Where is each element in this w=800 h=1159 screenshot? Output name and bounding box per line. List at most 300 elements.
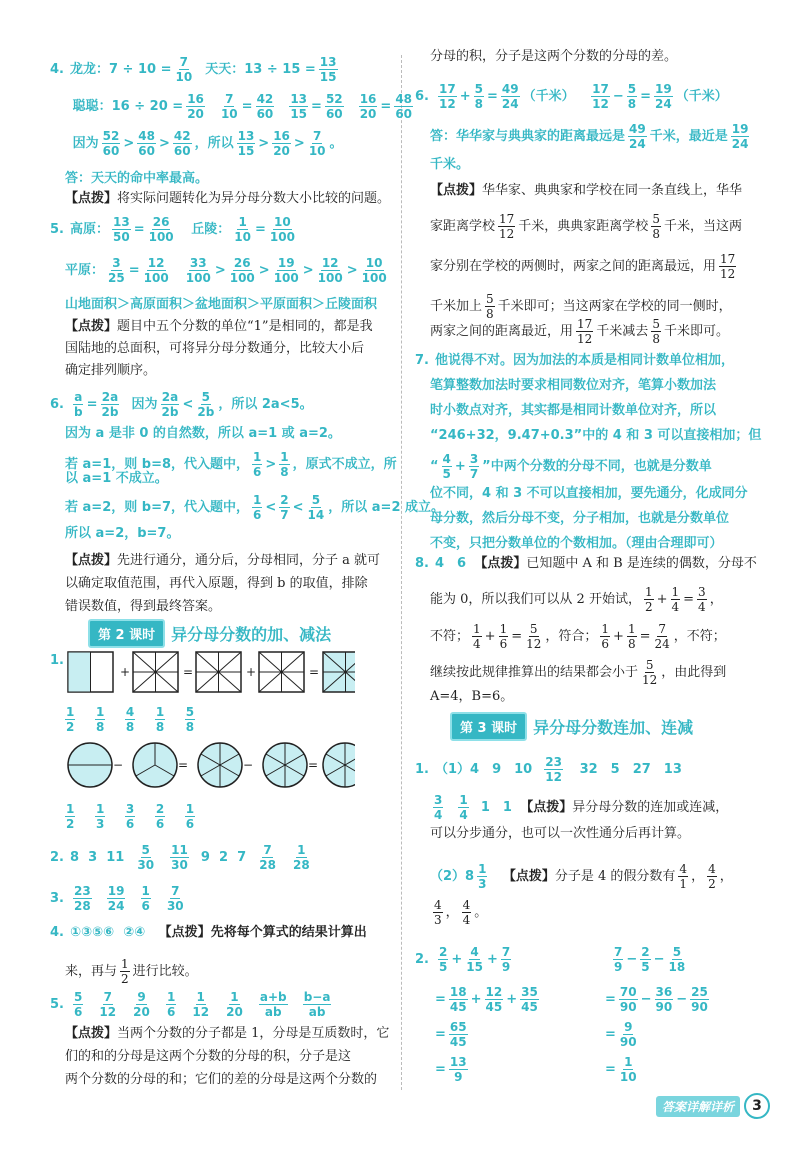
text: > xyxy=(258,136,270,151)
text: > xyxy=(293,136,305,151)
fraction: $\frac{1}{2}$ xyxy=(121,957,129,986)
q1-row2 xyxy=(62,802,212,831)
text: + xyxy=(613,629,624,644)
lesson-title: 异分母分数的加、减法 xyxy=(171,624,332,644)
text: 错误数值，得到最终答案。 xyxy=(65,599,222,614)
question-number: 5. xyxy=(50,222,64,237)
fraction: $\frac{9}{20}$ xyxy=(133,990,150,1019)
text: + xyxy=(656,592,668,607)
fraction: $\frac{1}{4}$ xyxy=(671,585,680,614)
q5-order xyxy=(65,296,377,314)
fraction: $\frac{3}{25}$ xyxy=(108,256,125,285)
text: = xyxy=(605,992,616,1007)
fraction: $\frac{4}{4}$ xyxy=(462,898,471,927)
r-q7-l3 xyxy=(430,402,716,420)
text: （千米） xyxy=(675,89,728,104)
fraction: $\frac{36}{90}$ xyxy=(655,985,673,1014)
fraction: $\frac{3}{4}$ xyxy=(434,793,443,822)
fraction: $\frac{52}{60}$ xyxy=(102,129,120,158)
fraction: $\frac{17}{12}$ xyxy=(592,82,609,111)
text: ， xyxy=(691,869,705,884)
fraction: $\frac{13}{15}$ xyxy=(319,55,337,84)
fraction: $\frac{19}{24}$ xyxy=(731,122,749,151)
r-q6-tip1 xyxy=(430,182,742,200)
fraction: $\frac{7}{10}$ xyxy=(175,55,193,84)
text: 以 a=1 不成立。 xyxy=(65,471,168,486)
text: 不符； xyxy=(430,629,470,644)
text: 千米减去 xyxy=(596,324,649,339)
fraction: $\frac{3}{7}$ xyxy=(469,452,479,481)
r-q7-l8 xyxy=(430,535,723,553)
text: = xyxy=(640,89,652,104)
text: 以确定取值范围，再代入原题，得到 b 的取值，排除 xyxy=(65,576,368,591)
q1-row1 xyxy=(62,705,212,734)
fraction: $\frac{12}{100}$ xyxy=(317,256,343,285)
text: + xyxy=(454,459,466,474)
fraction: $\frac{1}{2}$ xyxy=(66,705,75,734)
question-number: 2. xyxy=(415,952,429,967)
r1-line5 xyxy=(430,898,487,927)
fraction: $\frac{3}{6}$ xyxy=(125,802,135,831)
r-q6-tip2 xyxy=(430,212,742,241)
text: 若 a=1，则 b=8，代入题中， xyxy=(65,457,250,472)
fraction: $\frac{7}{12}$ xyxy=(99,990,117,1019)
q6-tip3 xyxy=(65,598,221,616)
text: = xyxy=(435,1062,446,1077)
text: 千米即可；当这两家在学校的同一侧时， xyxy=(497,299,732,314)
r-q6-answer2 xyxy=(430,156,469,174)
fraction: $\frac{1}{8}$ xyxy=(155,705,165,734)
question-number: 4. xyxy=(50,925,64,940)
text: = xyxy=(486,89,498,104)
circle xyxy=(323,743,355,787)
fraction: $\frac{1}{3}$ xyxy=(95,802,105,831)
text: 们的和的分母是这两个分数的分母的积，分子是这 xyxy=(65,1049,352,1064)
q5b-tip3 xyxy=(65,1071,377,1089)
q5-tip1 xyxy=(65,318,373,336)
lesson-3-banner xyxy=(450,713,693,739)
fraction: $\frac{5}{8}$ xyxy=(474,82,483,111)
fraction: $\frac{1}{4}$ xyxy=(473,622,481,651)
text: 9 xyxy=(200,850,210,865)
fraction: $\frac{7}{10}$ xyxy=(308,129,326,158)
fraction: $\frac{19}{24}$ xyxy=(655,82,672,111)
r-q8-l3 xyxy=(430,622,726,651)
text: 先将每个算式的结果计算出 xyxy=(210,925,367,940)
r-q6-line1 xyxy=(415,82,728,111)
question-number: 6. xyxy=(415,89,429,104)
q2-line xyxy=(50,843,314,872)
fraction: $\frac{5}{18}$ xyxy=(668,945,686,974)
q4b-line1 xyxy=(50,924,367,942)
r-q6-tip5 xyxy=(430,317,729,346)
question-number: 7. xyxy=(415,353,429,368)
r1-line3 xyxy=(430,825,690,843)
r2-A4 xyxy=(435,1055,471,1084)
tip-label: 【点拨】 xyxy=(65,319,118,334)
op: = xyxy=(309,665,320,679)
op: = xyxy=(183,665,194,679)
text: = xyxy=(435,992,446,1007)
r2-B2: = $\frac{70}{90}$ − $\frac{36}{90}$ − $\frac{25}{90}$ xyxy=(605,985,708,1014)
text: − xyxy=(653,952,665,967)
text: ”中两个分数的分母不同，也就是分数单 xyxy=(482,459,712,474)
text: = xyxy=(380,99,392,114)
continued-line xyxy=(430,48,677,66)
fraction: $\frac{1}{12}$ xyxy=(192,990,210,1019)
lesson-title: 异分母分数连加、连减 xyxy=(533,717,694,737)
q6-tip2 xyxy=(65,575,368,593)
text: 分子是 4 的假分数有 xyxy=(554,869,676,884)
text: A=4，B=6。 xyxy=(430,689,514,704)
q3-line xyxy=(50,884,188,913)
fraction: $\frac{12}{45}$ xyxy=(485,985,503,1014)
lesson-2-banner xyxy=(88,620,331,646)
fraction: $\frac{4}{5}$ xyxy=(442,452,451,481)
text: 他说得不对。因为加法的本质是相同计数单位相加， xyxy=(434,353,734,368)
text: = xyxy=(128,263,140,278)
text: 1 1 xyxy=(480,800,512,815)
fraction: $\frac{26}{100}$ xyxy=(148,215,174,244)
text: > xyxy=(214,263,226,278)
q6-line2 xyxy=(65,425,341,443)
q6-line1 xyxy=(50,390,313,419)
question-number: 4. xyxy=(50,62,64,77)
text: 3 xyxy=(88,850,98,865)
fraction: $\frac{9}{90}$ xyxy=(619,1020,637,1049)
r-q8-l5 xyxy=(430,688,513,706)
fraction: $\frac{17}{12}$ xyxy=(720,252,736,281)
text: = xyxy=(86,397,98,412)
fraction: $\frac{42}{60}$ xyxy=(256,92,274,121)
text: 若 a=2，则 b=7，代入题中， xyxy=(65,500,250,515)
text: 不变，只把分数单位的个数相加。（理由合理即可） xyxy=(430,536,723,551)
text: 国陆地的总面积，可将异分母分数通分，比较大小后 xyxy=(65,341,365,356)
text: 千米，典典家距离学校 xyxy=(518,219,649,234)
fraction: $\frac{5}{8}$ xyxy=(185,705,195,734)
q5-line1 xyxy=(50,215,299,244)
fraction: $\frac{23}{12}$ xyxy=(545,755,562,784)
fraction: $\frac{17}{12}$ xyxy=(577,317,593,346)
r2-A1 xyxy=(415,945,514,974)
fraction: $\frac{19}{100}$ xyxy=(273,256,299,285)
text: （千米） xyxy=(522,89,575,104)
text: ， xyxy=(709,592,723,607)
r2-A2: = $\frac{18}{45}$ + $\frac{12}{45}$ + $\frac{35}{45}$ xyxy=(435,985,538,1014)
fraction: $\frac{1}{8}$ xyxy=(627,622,636,651)
fraction: $\frac{4}{3}$ xyxy=(434,898,442,927)
fraction: $\frac{1}{2}$ xyxy=(66,802,75,831)
text: > xyxy=(302,263,314,278)
text: = xyxy=(241,99,253,114)
text: ，不符； xyxy=(673,629,726,644)
text: 千米。 xyxy=(430,157,470,172)
fraction: $\frac{1}{6}$ xyxy=(185,802,195,831)
q5-tip2 xyxy=(65,340,364,358)
r-q8-l1 xyxy=(415,555,757,573)
text: 。 xyxy=(329,136,343,151)
text: 进行比较。 xyxy=(132,964,198,979)
tip-label: 【点拨】 xyxy=(65,191,118,206)
fraction: $\frac{5}{30}$ xyxy=(137,843,155,872)
q6-line4 xyxy=(65,470,168,488)
text: 。 xyxy=(474,905,488,920)
text: 家分别在学校的两侧时，两家之间的距离最远，用 xyxy=(430,259,717,274)
q4-tip xyxy=(65,190,390,208)
tip-label: 【点拨】 xyxy=(502,869,555,884)
fraction: $\frac{5}{8}$ xyxy=(652,212,660,241)
fraction: $\frac{23}{28}$ xyxy=(73,884,91,913)
fraction: $\frac{5}{12}$ xyxy=(642,658,658,687)
page-footer xyxy=(656,1093,770,1119)
text: （2）8 xyxy=(430,869,475,884)
text: 确定排列顺序。 xyxy=(65,363,157,378)
text: 2 xyxy=(219,850,229,865)
text: 当两个分数的分子都是 1，分母是互质数时，它 xyxy=(117,1026,390,1041)
text: 因为 xyxy=(131,397,158,412)
text: < xyxy=(265,500,277,515)
text: 千米即可。 xyxy=(663,324,729,339)
fraction: $\frac{5}{2b}$ xyxy=(197,390,215,419)
q8-values: 4 6 xyxy=(434,556,467,571)
text: 聪聪：16 ÷ 20 = xyxy=(72,99,184,114)
q5-line2 xyxy=(65,256,391,285)
text: = xyxy=(435,1027,446,1042)
r-q7-l2 xyxy=(430,377,716,395)
q6-line5 xyxy=(65,493,444,522)
text: “246+32，9.47+0.3”中的 4 和 3 可以直接相加；但 xyxy=(430,428,762,443)
text: > xyxy=(346,263,358,278)
op: = xyxy=(308,758,319,772)
text: 位不同，4 和 3 不可以直接相加，要先通分，化成同分 xyxy=(430,486,748,501)
text: 11 xyxy=(106,850,125,865)
text: ②④ xyxy=(123,925,146,940)
text: = xyxy=(311,99,322,114)
r-q7-l7 xyxy=(430,510,729,528)
text: ，符合； xyxy=(545,629,598,644)
text: > xyxy=(123,136,135,151)
text: 家距离学校 xyxy=(430,219,496,234)
text: 8 xyxy=(69,850,80,865)
q4-answer xyxy=(65,170,208,188)
fraction: $\frac{7}{28}$ xyxy=(259,843,276,872)
r-q8-l4 xyxy=(430,658,726,687)
fraction: $\frac{1}{20}$ xyxy=(226,990,243,1019)
fraction: $\frac{1}{6}$ xyxy=(253,450,262,479)
text: 继续按此规律推算出的结果都会小于 xyxy=(430,665,639,680)
text: ，所以 2a<5。 xyxy=(218,397,313,412)
fraction: $\frac{7}{24}$ xyxy=(654,622,670,651)
fraction: $\frac{1}{6}$ xyxy=(601,622,610,651)
text: − xyxy=(612,89,624,104)
tip-label: 【点拨】 xyxy=(430,183,483,198)
r-q6-tip3 xyxy=(430,252,739,281)
text: ①③⑤⑥ xyxy=(69,925,115,940)
fraction: $\frac{7}{30}$ xyxy=(166,884,184,913)
fraction: $\frac{4}{15}$ xyxy=(466,945,483,974)
fraction: $\frac{33}{100}$ xyxy=(185,256,211,285)
r2-B3 xyxy=(605,1020,641,1049)
fraction: $\frac{2}{7}$ xyxy=(280,493,289,522)
fraction: $\frac{5}{8}$ xyxy=(652,317,660,346)
fraction: $\frac{3}{4}$ xyxy=(698,585,706,614)
fraction: $\frac{65}{45}$ xyxy=(449,1020,467,1049)
fraction: $\frac{19}{24}$ xyxy=(107,884,125,913)
op: − xyxy=(113,758,124,772)
fraction: $\frac{16}{20}$ xyxy=(273,129,290,158)
text: 7 xyxy=(237,850,247,865)
text: ，由此得到 xyxy=(661,665,727,680)
question-number: 5. xyxy=(50,997,64,1012)
fraction: $\frac{10}{100}$ xyxy=(269,215,295,244)
fraction: $\frac{10}{100}$ xyxy=(361,256,387,285)
op: − xyxy=(243,758,254,772)
text: 笔算整数加法时要求相同数位对齐，笔算小数加法 xyxy=(430,378,717,393)
text: 龙龙：7 ÷ 10 = xyxy=(69,62,172,77)
tip-label: 【点拨】 xyxy=(520,800,573,815)
fraction: $\frac{1}{28}$ xyxy=(292,843,310,872)
text: 时小数点对齐，其实都是相同计数单位对齐，所以 xyxy=(430,403,717,418)
question-number: 1. xyxy=(50,653,64,668)
q4-line3 xyxy=(50,129,343,158)
fraction: $\frac{1}{10}$ xyxy=(234,215,251,244)
r2-A3 xyxy=(435,1020,471,1049)
fraction: $\frac{7}{10}$ xyxy=(220,92,238,121)
text: 异分母分数的连加或连减， xyxy=(572,800,729,815)
text: 所以 a=2，b=7。 xyxy=(65,526,180,541)
question-number: 2. xyxy=(50,850,64,865)
fraction: $\frac{48}{60}$ xyxy=(138,129,155,158)
fraction: $\frac{13}{9}$ xyxy=(449,1055,467,1084)
fraction: $\frac{5}{14}$ xyxy=(307,493,325,522)
fraction: $\frac{5}{8}$ xyxy=(627,82,637,111)
text: 丘陵： xyxy=(191,222,231,237)
question-number: 3. xyxy=(50,891,64,906)
text: + xyxy=(459,89,471,104)
lesson-tag: 第 2 课时 xyxy=(88,619,165,648)
fraction: $\frac{11}{30}$ xyxy=(171,843,188,872)
fraction: $\frac{5}{8}$ xyxy=(486,292,494,321)
fraction: $\frac{2a}{2b}$ xyxy=(101,390,119,419)
text: 千米，当这两 xyxy=(663,219,742,234)
r2-B1 xyxy=(610,945,689,974)
fraction: $\frac{1}{6}$ xyxy=(253,493,262,522)
fraction: $\frac{13}{50}$ xyxy=(113,215,130,244)
r-q7-l4 xyxy=(430,427,761,445)
text: 先进行通分，通分后，分母相同，分子 a 就可 xyxy=(117,553,381,568)
text: 答：天天的命中率最高。 xyxy=(65,171,209,186)
text: 已知题中 A 和 B 是连续的偶数，分母不 xyxy=(526,556,757,571)
r1-line4 xyxy=(430,862,733,891)
text: 高原： xyxy=(69,222,109,237)
q4b-line2 xyxy=(65,957,198,986)
fraction: $\frac{49}{24}$ xyxy=(501,82,519,111)
text: （1）4 9 10 xyxy=(434,762,533,777)
text: 天天：13 ÷ 15 = xyxy=(205,62,316,77)
text: > xyxy=(158,136,170,151)
text: < xyxy=(292,500,304,515)
text: > xyxy=(265,457,277,472)
text: ， xyxy=(445,905,459,920)
text: ，所以 a=2 成立。 xyxy=(328,500,445,515)
q5b-tip1 xyxy=(65,1025,389,1043)
fraction: $\frac{7}{9}$ xyxy=(501,945,511,974)
fraction: $\frac{1}{8}$ xyxy=(280,450,289,479)
text: = xyxy=(605,1062,616,1077)
text: − xyxy=(626,952,638,967)
fraction: $\frac{42}{60}$ xyxy=(173,129,191,158)
text: 千米加上 xyxy=(430,299,483,314)
q4-line1 xyxy=(50,55,341,84)
text: 因为 a 是非 0 的自然数，所以 a=1 或 a=2。 xyxy=(65,426,341,441)
op: + xyxy=(120,665,131,679)
fraction: $\frac{25}{90}$ xyxy=(691,985,708,1014)
question-number: 6. xyxy=(50,397,64,412)
fraction: $\frac{2}{5}$ xyxy=(438,945,448,974)
r1-line1 xyxy=(415,755,682,784)
r-q7-l5 xyxy=(430,452,712,481)
fraction: $\frac{2a}{2b}$ xyxy=(161,390,179,419)
fraction: $\frac{1}{4}$ xyxy=(459,793,468,822)
fraction: $\frac{1}{3}$ xyxy=(478,862,487,891)
text: = xyxy=(639,629,651,644)
q6-line6 xyxy=(65,525,179,543)
text: > xyxy=(258,263,270,278)
text: ， xyxy=(719,869,733,884)
text: 题目中五个分数的单位“1”是相同的，都是我 xyxy=(117,319,373,334)
text: 能为 0，所以我们可以从 2 开始试， xyxy=(430,592,641,607)
r-q8-l2 xyxy=(430,585,723,614)
fraction: $\frac{49}{24}$ xyxy=(629,122,646,151)
q4-line2 xyxy=(50,92,416,121)
text: = xyxy=(605,1027,616,1042)
page-number: 3 xyxy=(744,1093,770,1119)
text: = xyxy=(511,629,523,644)
fraction: $\frac{1}{10}$ xyxy=(619,1055,637,1084)
text: + xyxy=(484,629,496,644)
text: 来，再与 xyxy=(65,964,118,979)
text: ，原式不成立，所 xyxy=(292,457,397,472)
q5b-line xyxy=(50,990,344,1019)
fraction: $\frac{5}{12}$ xyxy=(526,622,542,651)
text: + xyxy=(451,952,463,967)
r-q7-l1 xyxy=(415,352,734,370)
fraction: $\frac{1}{6}$ xyxy=(166,990,176,1019)
question-number: 8. xyxy=(415,556,429,571)
r1-line2 xyxy=(430,793,728,822)
fraction: $\frac{7}{9}$ xyxy=(614,945,623,974)
r-q6-answer1 xyxy=(430,122,752,151)
footer-label: 答案详解详析 xyxy=(656,1096,740,1117)
fraction: $\frac{1}{6}$ xyxy=(499,622,508,651)
fraction: $\frac{5}{6}$ xyxy=(73,990,83,1019)
text: = xyxy=(254,222,266,237)
r2-B4 xyxy=(605,1055,641,1084)
text: 分母的积，分子是这两个分数的分母的差。 xyxy=(430,49,678,64)
fraction: $\frac{35}{45}$ xyxy=(521,985,538,1014)
op: + xyxy=(246,665,257,679)
fraction: $\frac{2}{5}$ xyxy=(641,945,650,974)
fraction: $\frac{13}{15}$ xyxy=(290,92,308,121)
text: 千米，最近是 xyxy=(649,129,728,144)
tip-label: 【点拨】 xyxy=(158,925,211,940)
tip-label: 【点拨】 xyxy=(65,553,118,568)
fraction: $\frac{b-a}{ab}$ xyxy=(303,990,331,1019)
tip-label: 【点拨】 xyxy=(65,1026,118,1041)
fraction: $\frac{17}{12}$ xyxy=(499,212,515,241)
q6-tip1 xyxy=(65,552,380,570)
fraction: $\frac{16}{20}$ xyxy=(187,92,204,121)
